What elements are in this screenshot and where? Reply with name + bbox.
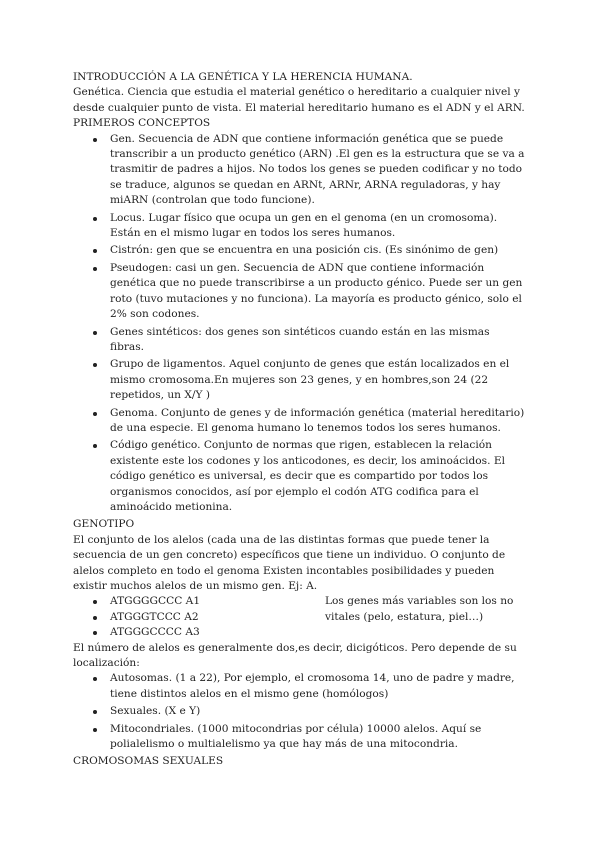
alleles-block	[73, 594, 525, 640]
localizations-list	[73, 671, 525, 752]
list-item: Gen. Secuencia de ADN que contiene información genética que se puede transcribir a un producto genético (ARN) .El gen es la estructura que se va a trasmitir de padres a hijos. No todos los genes se pueden codificar y no todo se traduce, algunos se quedan en ARNt, ARNr, ARNA reguladoras, y hay miARN (controlan que todo funcione).	[110, 132, 525, 209]
list-item: Locus. Lugar físico que ocupa un gen en el genoma (en un cromosoma). Están en el mismo lugar en todos los seres humanos.	[110, 211, 525, 242]
section-heading-cromosomas-sexuales: CROMOSOMAS SEXUALES	[73, 755, 224, 768]
section-heading-genotipo: GENOTIPO	[73, 518, 135, 531]
list-item: Pseudogen: casi un gen. Secuencia de ADN que contiene información genética que no puede transcribirse a un producto génico. Puede ser un gen roto (tuvo mutaciones y no funciona). La mayoría es producto génico, solo el 2% son codones.	[110, 261, 525, 323]
list-item: Código genético. Conjunto de normas que rigen, establecen la relación existente este los codones y los anticodones, es decir, los aminoácidos. El código genético es universal, es decir que es compartido por todos los organismos conocidos, así por ejemplo el codón ATG codifica para el aminoácido metionina.	[110, 438, 525, 515]
list-item: Cistrón: gen que se encuentra en una posición cis. (Es sinónimo de gen)	[110, 243, 525, 258]
document-title: INTRODUCCIÓN A LA GENÉTICA Y LA HERENCIA HUMANA.	[73, 71, 413, 83]
list-item: Mitocondriales. (1000 mitocondrias por célula) 10000 alelos. Aquí se polialelismo o multialelismo ya que hay más de una mitocondria.	[110, 722, 525, 753]
list-item: Autosomas. (1 a 22), Por ejemplo, el cromosoma 14, uno de padre y madre, tiene distintos alelos en el mismo gene (homólogos)	[110, 671, 525, 702]
concepts-list	[73, 132, 525, 516]
document-content	[73, 70, 525, 770]
section-heading-primeros-conceptos: PRIMEROS CONCEPTOS	[73, 117, 211, 130]
alleles-list	[73, 594, 325, 640]
list-item: Genes sintéticos: dos genes son sintéticos cuando están en las mismas fibras.	[110, 325, 525, 356]
alleles-count-paragraph: El número de alelos es generalmente dos,es decir, dicigóticos. Pero depende de su localización:	[73, 641, 517, 670]
list-item: ATGGGCCCC A3	[110, 625, 325, 640]
alleles-note: Los genes más variables son los no vitales (pelo, estatura, piel…)	[325, 595, 514, 623]
list-item: ATGGGTCCC A2	[110, 610, 325, 625]
intro-paragraph: Genética. Ciencia que estudia el material genético o hereditario a cualquier nivel y desde cualquier punto de vista. El material hereditario humano es el ADN y el ARN.	[73, 86, 525, 114]
list-item: ATGGGGCCC A1	[110, 594, 325, 609]
list-item: Sexuales. (X e Y)	[110, 704, 525, 719]
genotipo-paragraph: El conjunto de los alelos (cada una de las distintas formas que puede tener la secuencia de un gen concreto) específicos que tiene un individuo. O conjunto de alelos completo en todo el genoma Existen incontables posibilidades y pueden existir muchos alelos de un mismo gen. Ej: A.	[73, 533, 506, 592]
list-item: Grupo de ligamentos. Aquel conjunto de genes que están localizados en el mismo cromosoma.En mujeres son 23 genes, y en hombres,son 24 (22 repetidos, un X/Y )	[110, 357, 525, 403]
list-item: Genoma. Conjunto de genes y de información genética (material hereditario) de una especie. El genoma humano lo tenemos todos los seres humanos.	[110, 406, 525, 437]
